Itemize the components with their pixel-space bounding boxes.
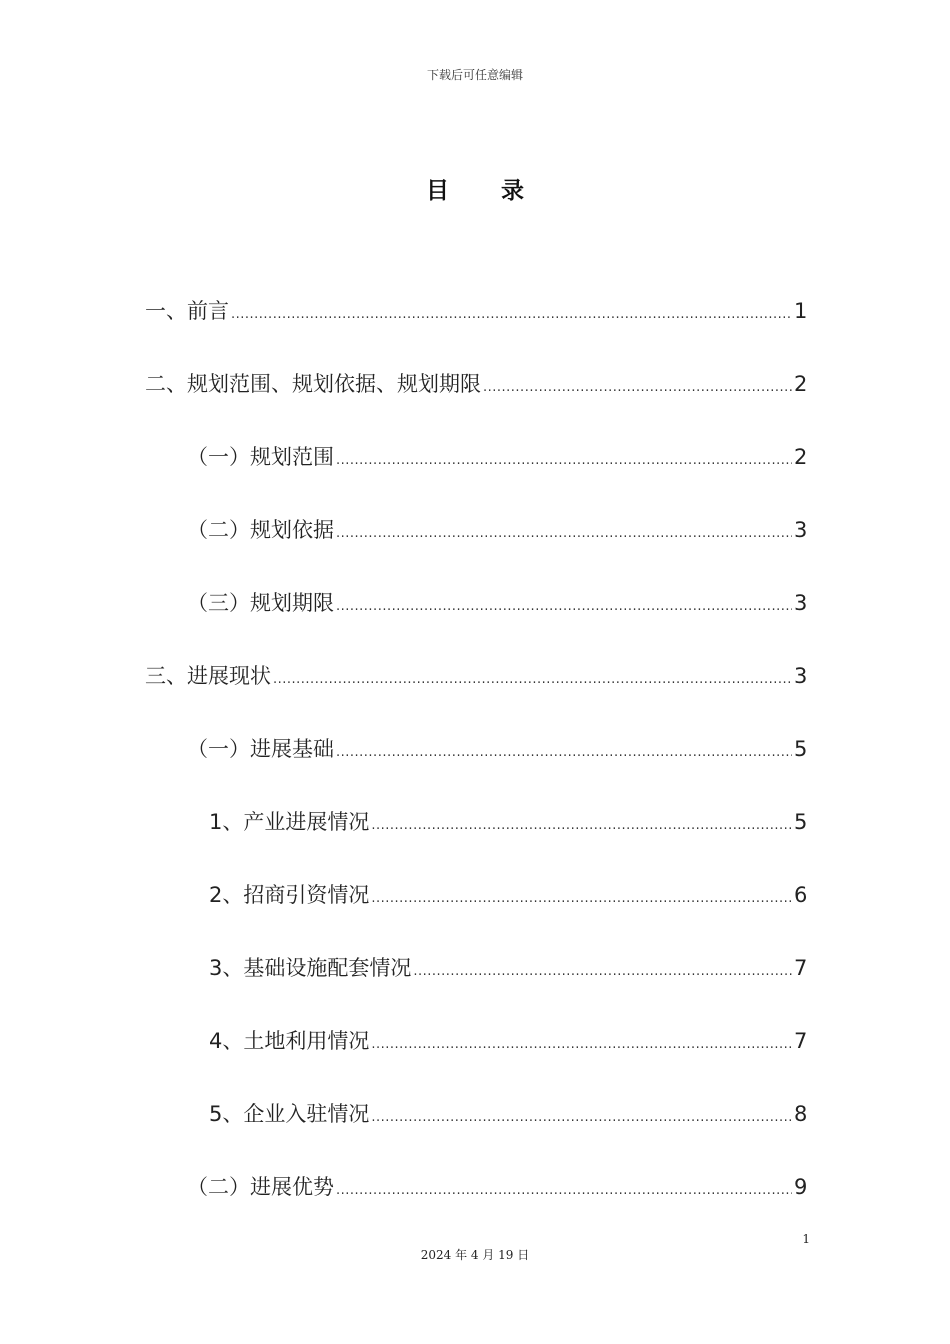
table-of-contents	[145, 291, 806, 1240]
page-header: 下载后可任意编辑	[426, 68, 523, 82]
toc-dot-leader	[371, 1098, 792, 1138]
toc-entry-development-advantages[interactable]	[145, 1167, 806, 1240]
toc-entry-page: 9	[794, 1175, 808, 1199]
toc-entry-planning-basis[interactable]	[145, 510, 806, 583]
toc-entry-planning-period[interactable]	[145, 583, 806, 656]
toc-entry-current-status[interactable]	[145, 656, 806, 729]
toc-dot-leader	[231, 295, 792, 335]
toc-entry-label: 5、企业入驻情况	[209, 1102, 370, 1126]
footer-date: 2024 年 4 月 19 日	[420, 1248, 530, 1262]
toc-entry-land-use[interactable]	[145, 1021, 806, 1094]
toc-entry-page: 3	[794, 664, 808, 688]
toc-entry-preface[interactable]	[145, 291, 806, 364]
toc-entry-page: 8	[794, 1102, 808, 1126]
toc-dot-leader	[413, 952, 792, 992]
toc-dot-leader	[336, 1171, 792, 1211]
toc-entry-label: 3、基础设施配套情况	[209, 956, 412, 980]
toc-title: 目 录	[425, 178, 546, 204]
toc-entry-label: 1、产业进展情况	[209, 810, 370, 834]
toc-dot-leader	[336, 441, 792, 481]
toc-entry-label: 4、土地利用情况	[209, 1029, 370, 1053]
toc-entry-page: 2	[794, 445, 808, 469]
toc-dot-leader	[336, 733, 792, 773]
toc-entry-label: （三）规划期限	[187, 591, 334, 615]
toc-entry-industry-development[interactable]	[145, 802, 806, 875]
toc-entry-infrastructure[interactable]	[145, 948, 806, 1021]
toc-entry-label: 三、进展现状	[145, 664, 271, 688]
toc-dot-leader	[371, 879, 792, 919]
toc-entry-page: 3	[794, 518, 808, 542]
toc-entry-development-foundation[interactable]	[145, 729, 806, 802]
toc-entry-page: 5	[794, 737, 808, 761]
toc-entry-page: 2	[794, 372, 808, 396]
toc-entry-label: 一、前言	[145, 299, 229, 323]
toc-entry-enterprise-settlement[interactable]	[145, 1094, 806, 1167]
toc-entry-page: 7	[794, 956, 808, 980]
toc-entry-investment-attraction[interactable]	[145, 875, 806, 948]
toc-entry-page: 1	[794, 299, 808, 323]
toc-entry-label: （二）进展优势	[187, 1175, 334, 1199]
toc-entry-planning-scope[interactable]	[145, 437, 806, 510]
toc-entry-label: 2、招商引资情况	[209, 883, 370, 907]
toc-dot-leader	[336, 587, 792, 627]
toc-entry-label: （一）进展基础	[187, 737, 334, 761]
toc-entry-label: 二、规划范围、规划依据、规划期限	[145, 372, 481, 396]
toc-dot-leader	[371, 806, 792, 846]
toc-entry-page: 7	[794, 1029, 808, 1053]
toc-entry-page: 6	[794, 883, 808, 907]
toc-dot-leader	[336, 514, 792, 554]
toc-entry-page: 5	[794, 810, 808, 834]
toc-dot-leader	[371, 1025, 792, 1065]
toc-entry-label: （二）规划依据	[187, 518, 334, 542]
toc-dot-leader	[483, 368, 792, 408]
toc-dot-leader	[273, 660, 792, 700]
toc-entry-label: （一）规划范围	[187, 445, 334, 469]
toc-entry-page: 3	[794, 591, 808, 615]
page-number: 1	[802, 1232, 810, 1246]
toc-entry-scope-basis-period[interactable]	[145, 364, 806, 437]
